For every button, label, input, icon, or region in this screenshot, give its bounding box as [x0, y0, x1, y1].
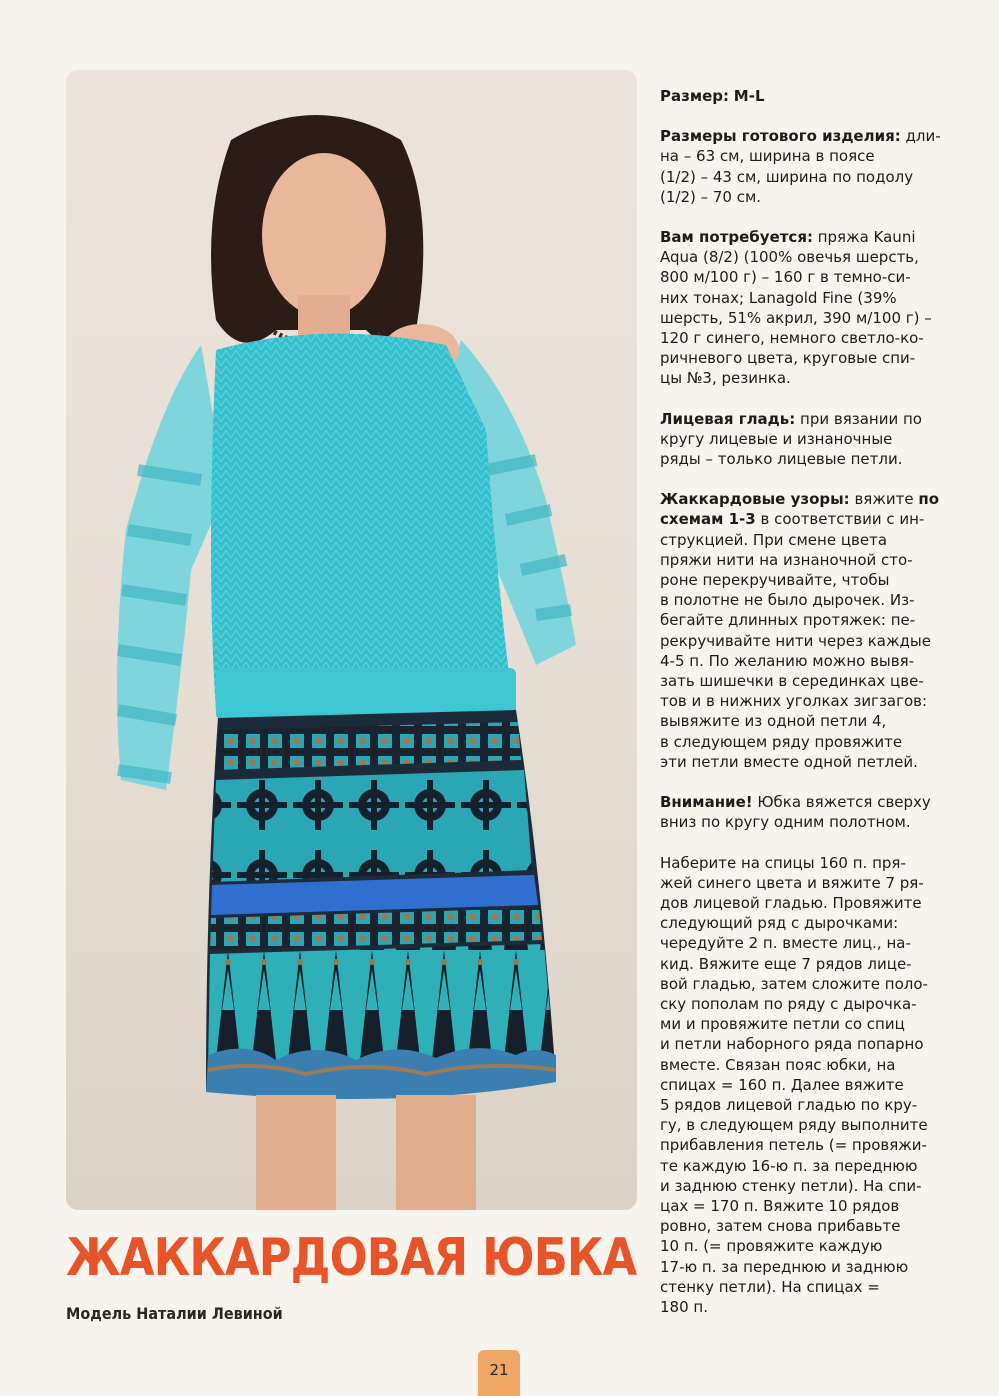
text-line: в соответствии с ин-	[755, 510, 925, 529]
materials-paragraph	[660, 227, 938, 389]
jacquard-paragraph	[660, 489, 938, 772]
text-line: на – 63 см, ширина в поясе	[660, 147, 875, 166]
text-line: вместе. Связан пояс юбки, на	[660, 1055, 896, 1074]
jacquard-label: Жаккардовые узоры:	[660, 490, 850, 509]
text-line: в следующем ряду провяжите	[660, 732, 903, 751]
text-line: ричневого цвета, круговые спи-	[660, 349, 916, 368]
text-line: прибавления петель (= провяжи-	[660, 1136, 927, 1155]
text-line: (1/2) – 70 см.	[660, 187, 762, 206]
text-line: те каждую 16-ю п. за переднюю	[660, 1156, 918, 1175]
text-line: 4-5 п. По желанию можно вывя-	[660, 651, 915, 670]
text-line: цах = 170 п. Вяжите 10 рядов	[660, 1196, 900, 1215]
model-photo-icon	[66, 70, 637, 1210]
text-line: ряды – только лицевые петли.	[660, 450, 903, 469]
byline: Модель Наталии Левиной	[66, 1304, 283, 1323]
text-bold: схемам 1-3	[660, 510, 756, 529]
text-line: в полотне не было дырочек. Из-	[660, 591, 915, 610]
size-paragraph	[660, 86, 938, 106]
text-line: чередуйте 2 п. вместе лиц., на-	[660, 934, 911, 953]
text-line: роне перекручивайте, чтобы	[660, 571, 890, 590]
text-line: тов и в нижних уголках зигзагов:	[660, 692, 928, 711]
text-line: (1/2) – 43 см, ширина по подолу	[660, 167, 914, 186]
text-line: них тонах; Lanagold Fine (39%	[660, 288, 897, 307]
instructions-column	[660, 86, 941, 1337]
text-line: шерсть, 51% акрил, 390 м/100 г) –	[660, 308, 932, 327]
text-line: следующий ряд с дырочками:	[660, 914, 899, 933]
text-line: ми и провяжите петли со спиц	[660, 1015, 905, 1034]
text-line: бегайте длинных протяжек: пе-	[660, 611, 916, 630]
text-line: пряжи нити на изнаночной сто-	[660, 550, 913, 569]
text-line: 5 рядов лицевой гладью по кру-	[660, 1095, 918, 1114]
text-line: зать шишечки в серединках цве-	[660, 672, 924, 691]
attention-label: Внимание!	[660, 793, 753, 812]
text-line: 800 м/100 г) – 160 г в темно-си-	[660, 268, 911, 287]
text-line: рекручивайте нити через каждые	[660, 631, 931, 650]
text-line: вывяжите из одной петли 4,	[660, 712, 887, 731]
text-line: пряжа Kauni	[812, 228, 916, 247]
text-line: эти петли вместе одной петлей.	[660, 752, 918, 771]
dimensions-label: Размеры готового изделия:	[660, 127, 901, 146]
model-photo	[66, 70, 637, 1210]
text-line: гу, в следующем ряду выполните	[660, 1116, 928, 1135]
dimensions-paragraph	[660, 126, 941, 207]
text-line: Наберите на спицы 160 п. пря-	[660, 853, 906, 872]
materials-label: Вам потребуется:	[660, 228, 813, 247]
text-line: 180 п.	[660, 1297, 708, 1316]
text-line: дов лицевой гладью. Провяжите	[660, 893, 922, 912]
text-line: вниз по кругу одним полотном.	[660, 813, 911, 832]
text-line: 120 г синего, немного светло-ко-	[660, 329, 924, 348]
text-line: жей синего цвета и вяжите 7 ря-	[660, 873, 924, 892]
text-line: кид. Вяжите еще 7 рядов лице-	[660, 954, 912, 973]
stockinette-paragraph	[660, 409, 938, 470]
text-line: дли-	[900, 127, 941, 146]
text-line: ску пополам по ряду с дырочка-	[660, 994, 917, 1013]
text-line: 17-ю п. за переднюю и заднюю	[660, 1257, 909, 1276]
stockinette-label: Лицевая гладь:	[660, 409, 796, 428]
text-line: Юбка вяжется сверху	[752, 793, 931, 812]
text-line: Aqua (8/2) (100% овечья шерсть,	[660, 248, 919, 267]
text-bold: по	[918, 490, 939, 509]
text-line: при вязании по	[795, 409, 922, 428]
page-number: 21	[478, 1350, 520, 1396]
text-line: вяжите	[849, 490, 919, 509]
text-line: цы №3, резинка.	[660, 369, 791, 388]
text-line: и заднюю стенку петли). На спи-	[660, 1176, 922, 1195]
text-line: стенку петли). На спицах =	[660, 1277, 880, 1296]
text-line: ровно, затем снова прибавьте	[660, 1217, 901, 1236]
size-value: M-L	[733, 87, 765, 105]
text-line: и петли наборного ряда попарно	[660, 1035, 924, 1054]
text-line: спицах = 160 п. Далее вяжите	[660, 1075, 904, 1094]
size-label: Размер:	[660, 87, 730, 105]
text-line: струкцией. При смене цвета	[660, 530, 888, 549]
article-title: ЖАККАРДОВАЯ ЮБКА	[66, 1228, 637, 1288]
attention-paragraph	[660, 792, 938, 832]
text-line: вой гладью, затем сложите поло-	[660, 974, 928, 993]
text-line: 10 п. (= провяжите каждую	[660, 1237, 883, 1256]
text-line: кругу лицевые и изнаночные	[660, 429, 893, 448]
body-paragraph	[660, 853, 938, 1318]
